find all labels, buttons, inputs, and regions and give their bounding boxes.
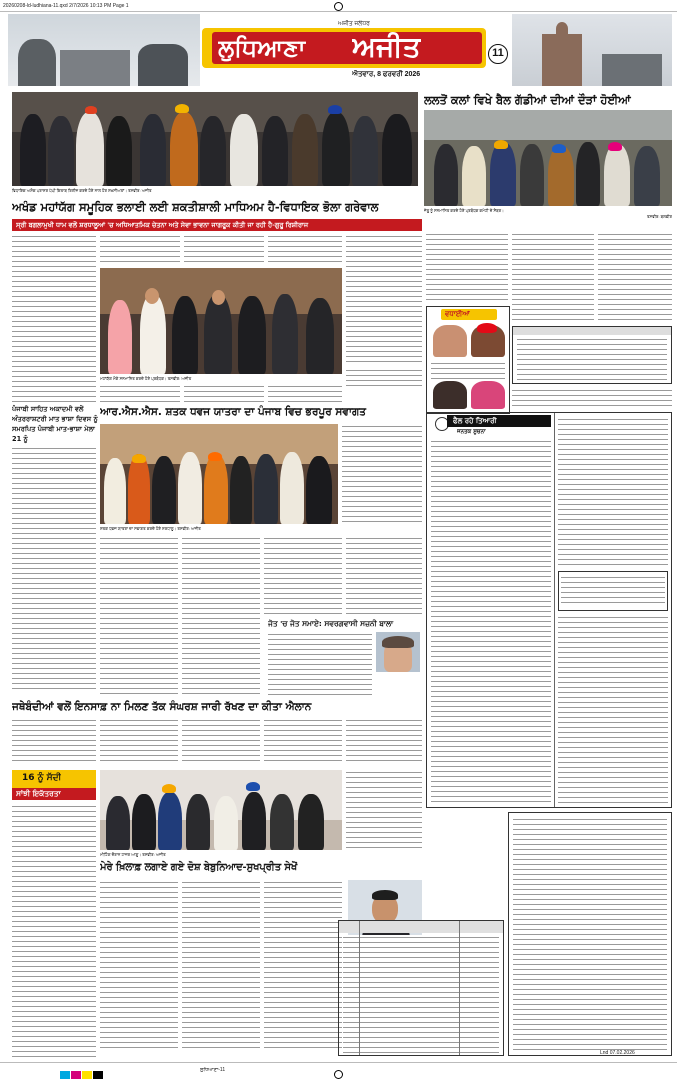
greetings-label: ਵਧਾਈਆਂ bbox=[445, 310, 470, 318]
footer-slug: ਲੁਧਿਆਣਾ-11 bbox=[200, 1067, 226, 1073]
rss-body-col2 bbox=[182, 536, 260, 696]
akhand-body-col5 bbox=[346, 234, 422, 364]
akhand-body-col1 bbox=[12, 234, 96, 402]
crop-line bbox=[0, 11, 677, 12]
punjabi-sahit-body bbox=[12, 446, 96, 690]
akhand-body-col2b bbox=[100, 384, 180, 402]
obituary-photo bbox=[376, 632, 420, 672]
akhand-headline: ਅਖੰਡ ਮਹਾਂਯੱਗ ਸਮੂਹਿਕ ਭਲਾਈ ਲਈ ਸ਼ਕਤੀਸ਼ਾਲੀ ਮਾਧਿਅਮ ਹੈ-ਵਿਧਾਇਕ ਭੋਲਾ ਗਰੇਵਾਲ bbox=[12, 200, 379, 214]
print-slug: 20260208-ld-ludhiana-11.qxd 2/7/2026 10:13 PM Page 1 bbox=[3, 3, 129, 9]
akhand-photo-caption: ਮਹਾਂਯੱਗ ਮੌਕੇ ਸਨਮਾਨਿਤ ਕਰਦੇ ਹੋਏ ਪ੍ਰਬੰਧਕ। ਤਸਵੀਰ: ਅਜੀਤ bbox=[100, 376, 192, 381]
akhand-body-col3 bbox=[184, 234, 264, 264]
akhand-body-col3b bbox=[184, 384, 264, 402]
photo-meeting bbox=[100, 770, 342, 850]
photo-mahayagya bbox=[100, 268, 342, 374]
masthead-right-photo bbox=[512, 14, 672, 86]
masthead-title-left: ਲੁਧਿਆਣਾ bbox=[218, 34, 306, 62]
lalton-body-col1 bbox=[426, 232, 508, 304]
registration-mark-bottom bbox=[334, 1070, 343, 1079]
photo-bullock-race bbox=[424, 110, 672, 206]
bottom-photo-caption: ਮੀਟਿੰਗ ਦੌਰਾਨ ਹਾਜ਼ਰ ਆਗੂ। ਤਸਵੀਰ: ਅਜੀਤ bbox=[100, 852, 166, 857]
jathebandi-body-col2 bbox=[100, 718, 178, 764]
photo1-caption: ਵਿਧਾਇਕ ਅਸ਼ੋਕ ਪਰਾਸ਼ਰ ਪੱਪੀ ਕਿਤਾਬ ਰਿਲੀਜ਼ ਕਰਦੇ ਹੋਏ ਨਾਲ ਹੋਰ ਸ਼ਖ਼ਸੀਅਤਾਂ। ਤਸਵੀਰ: ਅਜੀਤ bbox=[12, 188, 152, 193]
public-notice bbox=[426, 412, 672, 808]
jathebandi-body-col1 bbox=[12, 718, 96, 764]
notice-title-line2: ਜਨਤਕ ਸੂਚਨਾ bbox=[457, 429, 486, 435]
rss-body-col3 bbox=[264, 536, 342, 614]
page-number: 11 bbox=[488, 44, 508, 64]
greetings-box bbox=[426, 306, 510, 414]
photo-book-release bbox=[12, 92, 418, 186]
akhand-body-col4b bbox=[268, 384, 342, 402]
lalton-headline: ਲਲਤੋਂ ਕਲਾਂ ਵਿਖੇ ਬੈਲ ਗੱਡੀਆਂ ਦੀਆਂ ਦੌੜਾਂ ਹੋਈਆਂ bbox=[424, 93, 631, 107]
akhand-subhead: ਸ੍ਰੀ ਬਗਲਾਮੁਖੀ ਧਾਮ ਵਲੋਂ ਸ਼ਰਧਾਲੂਆਂ 'ਚ ਅਧਿਆਤਮਿਕ ਚੇਤਨਾ ਅਤੇ ਸੇਵਾ ਭਾਵਨਾ ਜਾਗਰੂਕ ਕੀਤੀ ਜਾ ਰਹੀ ਹੈ-ਗੁਰੂ ਰਿਸ਼ੀਰਾਜ bbox=[16, 221, 309, 229]
photo-rss-yatra bbox=[100, 424, 338, 524]
color-bar bbox=[60, 1066, 104, 1075]
notice-continuation bbox=[508, 812, 672, 1056]
tender-table bbox=[338, 920, 504, 1056]
lalton-body-col3 bbox=[598, 232, 672, 324]
akhand-body-col2 bbox=[100, 234, 180, 264]
feature-badge-line1: 16 ਨੂੰ ਸੱਦੀ bbox=[22, 773, 62, 783]
bottom-headline: ਮੇਰੇ ਖ਼ਿਲਾਫ਼ ਲਗਾਏ ਗਏ ਦੋਸ਼ ਬੇਬੁਨਿਆਦ-ਸੁਖਪ੍ਰੀਤ ਸੇਖੋਂ bbox=[100, 862, 298, 873]
rss-photo-caption: ਸ਼ਤਕ ਧਵਜ ਯਾਤਰਾ ਦਾ ਸਵਾਗਤ ਕਰਦੇ ਹੋਏ ਸ਼ਰਧਾਲੂ। ਤਸਵੀਰ: ਅਜੀਤ bbox=[100, 526, 201, 531]
bottom-body-col2 bbox=[182, 880, 260, 1052]
lalton-body-tail bbox=[512, 388, 672, 408]
masthead-title-right: ਅਜੀਤ bbox=[352, 30, 421, 63]
lalton-body-col2 bbox=[512, 232, 594, 324]
bottom-body-col3 bbox=[264, 880, 342, 1052]
footer-date-code: Lnd 07.02.2026 bbox=[600, 1050, 635, 1056]
registration-mark bbox=[334, 2, 343, 11]
jathebandi-body-col3 bbox=[182, 718, 260, 764]
punjabi-sahit-headline: ਪੰਜਾਬੀ ਸਾਹਿਤ ਅਕਾਦਮੀ ਵਲੋਂ ਅੰਤਰਰਾਸ਼ਟਰੀ ਮਾਤ ਭਾਸ਼ਾ ਦਿਵਸ ਨੂੰ ਸਮਰਪਿਤ ਪੰਜਾਬੀ ਮਾਤ-ਭਾਸ਼ਾ ਮੇਲਾ 21 ਨੂੰ bbox=[12, 405, 98, 443]
jathebandi-body-col5 bbox=[346, 718, 422, 764]
feature-badge-line2: ਸਾਂਝੀ ਇਕੱਤਰਤਾ bbox=[16, 789, 61, 798]
akhand-body-col5b bbox=[346, 368, 422, 390]
obituary-body bbox=[268, 632, 372, 696]
bottom-crop-line bbox=[0, 1062, 677, 1063]
masthead-date: ਐਤਵਾਰ, 8 ਫਰਵਰੀ 2026 bbox=[352, 71, 421, 78]
jathebandi-headline: ਜਥੇਬੰਦੀਆਂ ਵਲੋਂ ਇਨਸਾਫ਼ ਨਾ ਮਿਲਣ ਤੱਕ ਸੰਘਰਸ਼ ਜਾਰੀ ਰੱਖਣ ਦਾ ਕੀਤਾ ਐਲਾਨ bbox=[12, 701, 312, 713]
lalton-caption: ਜੇਤੂ ਨੂੰ ਸਨਮਾਨਿਤ ਕਰਦੇ ਹੋਏ ਪ੍ਰਬੰਧਕ ਕਮੇਟੀ ਦੇ ਮੈਂਬਰ। bbox=[424, 208, 504, 213]
masthead-left-photo bbox=[8, 14, 200, 86]
meeting-body bbox=[346, 770, 422, 850]
feature-body bbox=[12, 804, 96, 1060]
rss-body-col4 bbox=[346, 536, 422, 614]
lalton-credit: ਤਸਵੀਰ: ਬਲਵੀਰ bbox=[646, 214, 672, 219]
obituary-headline: ਜੋਤ 'ਚ ਜੋਤ ਸਮਾਏ: ਸਵਰਗਵਾਸੀ ਸਜ਼ਨੀ ਬਾਲਾ bbox=[268, 619, 394, 628]
rss-body-col5 bbox=[342, 424, 422, 524]
notice-title-line1: ਫੈਲ ਰਹੇ ਤਿਆਰੀ bbox=[453, 417, 497, 425]
bottom-body-col1 bbox=[100, 880, 178, 1052]
tender-notice-small bbox=[512, 326, 672, 384]
jathebandi-body-col4 bbox=[264, 718, 342, 764]
masthead-edition: ਅਜੀਤ ਜਲੰਧਰ bbox=[338, 21, 370, 27]
akhand-body-col4 bbox=[268, 234, 342, 264]
rss-headline: ਆਰ.ਐਸ.ਐਸ. ਸ਼ਤਕ ਧਵਜ ਯਾਤਰਾ ਦਾ ਪੰਜਾਬ ਵਿਚ ਭਰਪੂਰ ਸਵਾਗਤ bbox=[100, 406, 366, 418]
rss-body-col1 bbox=[100, 536, 178, 696]
